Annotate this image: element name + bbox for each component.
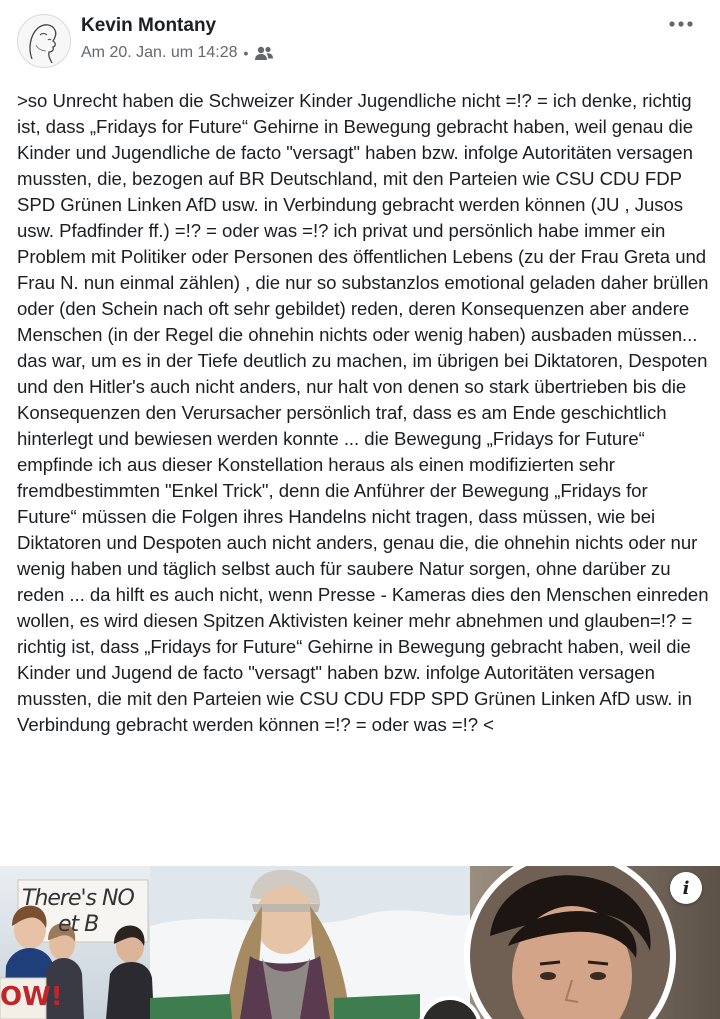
- post-meta: [81, 44, 274, 62]
- post-header: [0, 0, 720, 80]
- post-media-image[interactable]: [0, 866, 720, 1019]
- post-timestamp[interactable]: Am 20. Jan. um 14:28: [81, 44, 238, 61]
- sign-text-ow: OW!: [0, 982, 63, 1012]
- post-body-text: >so Unrecht haben die Schweizer Kinder Jugendliche nicht =!? = ich denke, richtig ist, dass „Fridays for Future“ Gehirne in Bewegung gebracht haben, weil genau die Kinder und Jugendliche de facto "versagt" haben bzw. infolge Autoritäten versagen mussten, die, bezogen auf BR Deutschland, mit den Parteien wie CSU CDU FDP SPD Grünen Linken AfD usw. in Verbindung gebracht werden können (JU , Jusos usw. Pfadfinder ff.) =!? = oder was =!? ich privat und persönlich habe immer ein Problem mit Politiker oder Personen des öffentlichen Lebens (zu der Frau Greta und Frau N. nun einmal zählen) , die nur so substanzlos emotional geladen daher brüllen oder (den Schein nach oft sehr gebildet) reden, deren Konsequenzen aber andere Menschen (in der Regel die ohnehin nichts oder wenig haben) ausbaden müssen... das war, um es in der Tiefe deutlich zu machen, im übrigen bei Diktatoren, Despoten und den Hitler's auch nicht anders, nur halt von denen so stark übertrieben bis die Konsequenzen den Verursacher persönlich traf, dass es am Ende geschichtlich hinterlegt und bewiesen werden konnte ... die Bewegung „Fridays for Future“ empfinde ich aus dieser Konstellation heraus als einen modifizierten sehr fremdbestimmten "Enkel Trick", denn die Anführer der Bewegung „Fridays for Future“ müssen die Folgen ihres Handelns nicht tragen, dass müssen, wie bei Diktatoren und Despoten auch nicht anders, genau die, die ohnehin nichts oder nur wenig haben und täglich selbst auch für saubere Natur sorgen, ohne darüber zu reden ... da hilft es auch nicht, wenn Presse - Kameras dies den Menschen einreden wollen, es wird diesen Spitzen Aktivisten keiner mehr abnehmen und glauben=!? = richtig ist, dass „Fridays for Future“ Gehirne in Bewegung gebracht haben, weil die Kinder und Jugend de facto "versagt" haben bzw. infolge Autoritäten versagen mussten, die mit den Parteien wie CSU CDU FDP SPD Grünen Linken AfD usw. in Verbindung gebracht werden können =!? = oder was =!? <: [17, 90, 709, 735]
- more-dots-icon: [669, 21, 693, 27]
- meta-separator: •: [243, 45, 249, 61]
- info-button[interactable]: [670, 872, 702, 904]
- author-name[interactable]: Kevin Montany: [81, 15, 217, 36]
- sign-text-line2: et B: [58, 912, 99, 937]
- more-options-button[interactable]: [666, 12, 696, 36]
- sign-text-line1: There's NO: [22, 886, 134, 911]
- info-icon: i: [682, 877, 690, 899]
- avatar-sketch-icon: [18, 15, 70, 67]
- avatar[interactable]: [17, 14, 71, 68]
- friends-icon[interactable]: [254, 45, 274, 61]
